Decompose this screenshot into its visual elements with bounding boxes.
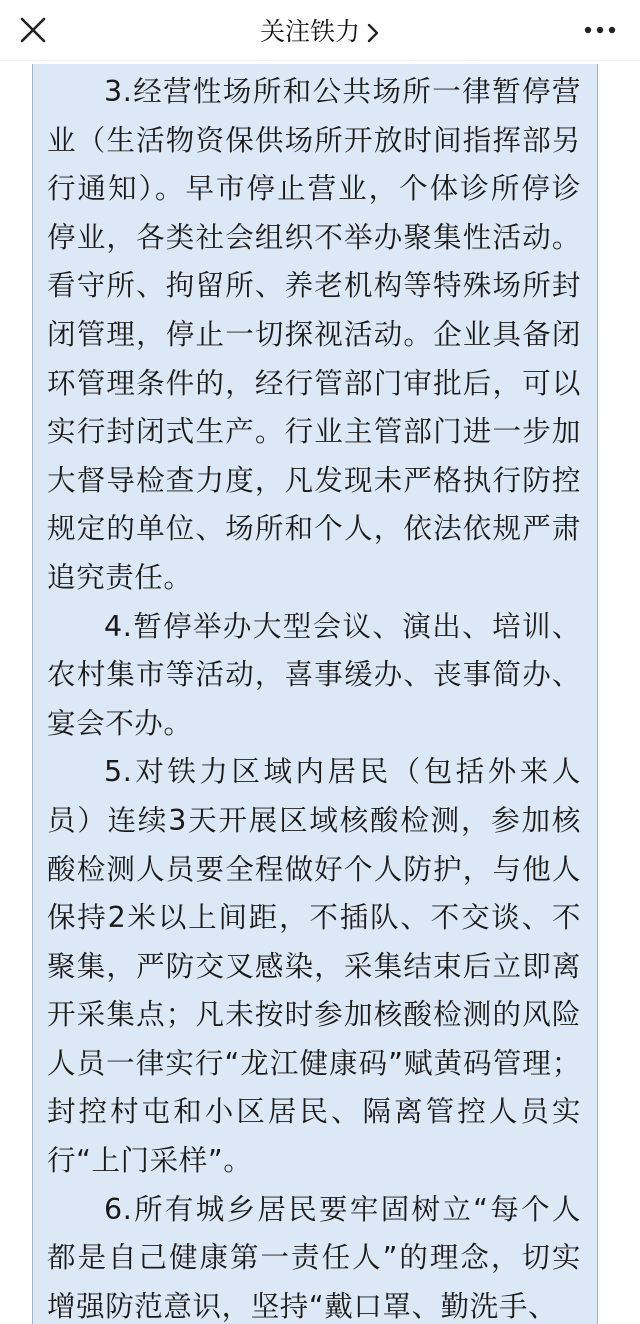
top-bar [0, 0, 640, 61]
more-button[interactable] [582, 18, 618, 42]
close-icon [18, 15, 48, 45]
account-title-link[interactable] [260, 12, 380, 48]
article-content [32, 64, 598, 1324]
page-title: 关注铁力 [259, 17, 360, 46]
chevron-right-icon [366, 22, 380, 44]
article-paragraph-6: 6.所有城乡居民要牢固树立“每个人都是自己健康第一责任人”的理念，切实增强防范意识，坚持“戴口罩、勤洗手、 [47, 1192, 581, 1323]
article-paragraph-4: 4.暂停举办大型会议、演出、培训、农村集市等活动，喜事缓办、丧事简办、宴会不办。 [47, 609, 581, 740]
close-button[interactable] [18, 15, 48, 45]
article-paragraph-5: 5.对铁力区域内居民（包括外来人员）连续3天开展区域核酸检测，参加核酸检测人员要全程做好个人防护，与他人保持2米以上间距，不插队、不交谈、不聚集，严防交叉感染，采集结束后立即离开采集点；凡未按时参加核酸检测的风险人员一律实行“龙江健康码”赋黄码管理；封控村屯和小区居民、隔离管控人员实行“上门采样”。 [47, 755, 581, 1178]
more-dots-icon [582, 18, 618, 42]
article-paragraph-3: 3.经营性场所和公共场所一律暂停营业（生活物资保供场所开放时间指挥部另行通知）。早市停止营业，个体诊所停诊停业，各类社会组织不举办聚集性活动。看守所、拘留所、养老机构等特殊场所封闭管理，停止一切探视活动。企业具备闭环管理条件的，经行管部门审批后，可以实行封闭式生产。行业主管部门进一步加大督导检查力度，凡发现未严格执行防控规定的单位、场所和个人，依法依规严肃追究责任。 [47, 75, 581, 594]
